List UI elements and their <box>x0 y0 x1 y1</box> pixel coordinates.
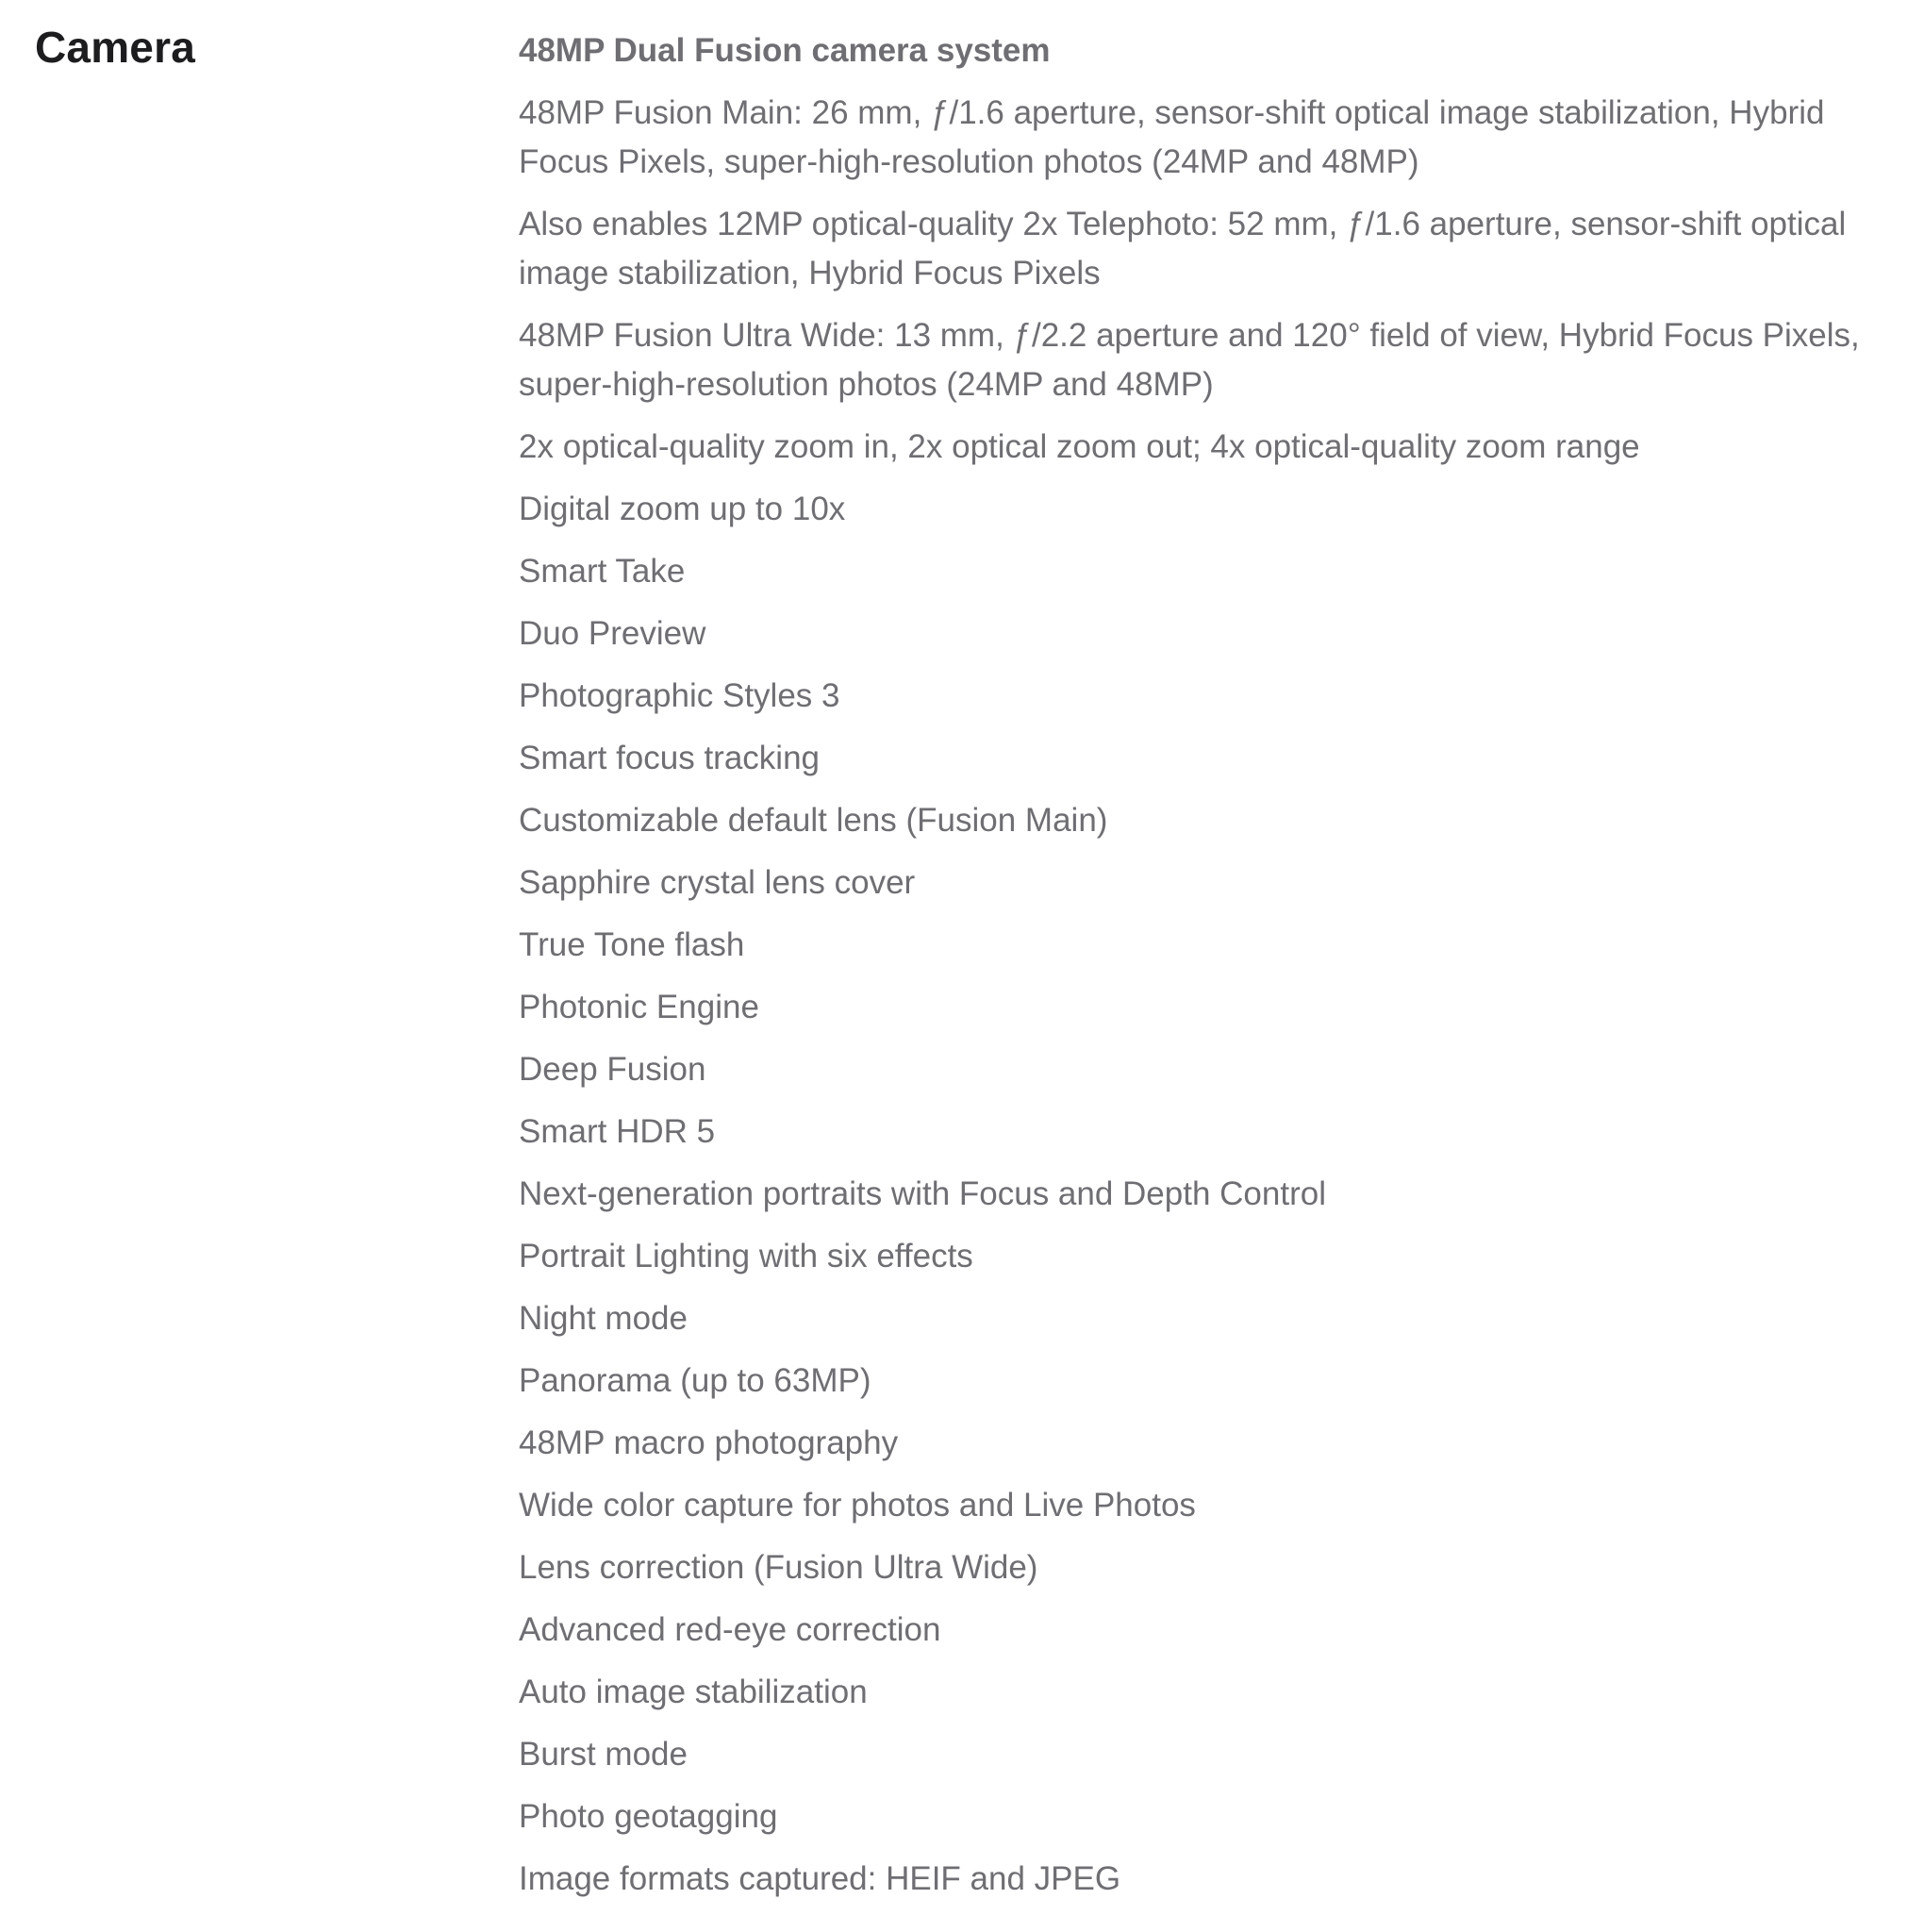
spec-item-photographic-styles: Photographic Styles 3 <box>519 677 840 714</box>
spec-item-image-formats: Image formats captured: HEIF and JPEG <box>519 1860 1121 1897</box>
spec-item-night-mode: Night mode <box>519 1300 688 1337</box>
spec-item-ultra-wide: 48MP Fusion Ultra Wide: 13 mm, ƒ/2.2 aperture and 120° field of view, Hybrid Focus Pixels, super-high-resolution photos (24MP and 48MP) <box>519 317 1860 403</box>
spec-item-fusion-main: 48MP Fusion Main: 26 mm, ƒ/1.6 aperture, sensor-shift optical image stabilization, Hybrid Focus Pixels, super-high-resolution photos (24MP and 48MP) <box>519 94 1825 180</box>
spec-item-zoom-range: 2x optical-quality zoom in, 2x optical zoom out; 4x optical-quality zoom range <box>519 428 1640 465</box>
spec-item-digital-zoom: Digital zoom up to 10x <box>519 491 846 527</box>
spec-item-lens-correction: Lens correction (Fusion Ultra Wide) <box>519 1549 1038 1586</box>
spec-item-flash: True Tone flash <box>519 926 745 963</box>
spec-item-burst-mode: Burst mode <box>519 1736 688 1773</box>
spec-item-smart-hdr: Smart HDR 5 <box>519 1113 716 1150</box>
spec-item-portrait-lighting: Portrait Lighting with six effects <box>519 1238 973 1274</box>
spec-item-default-lens: Customizable default lens (Fusion Main) <box>519 802 1108 839</box>
spec-item-deep-fusion: Deep Fusion <box>519 1051 706 1088</box>
spec-item-macro: 48MP macro photography <box>519 1424 899 1461</box>
spec-item-duo-preview: Duo Preview <box>519 615 706 652</box>
spec-item-lens-cover: Sapphire crystal lens cover <box>519 864 916 901</box>
spec-item-smart-take: Smart Take <box>519 553 686 590</box>
spec-item-telephoto: Also enables 12MP optical-quality 2x Telephoto: 52 mm, ƒ/1.6 aperture, sensor-shift optical image stabilization, Hybrid Focus Pixels <box>519 206 1847 291</box>
spec-title: 48MP Dual Fusion camera system <box>519 32 1051 69</box>
spec-item-photonic-engine: Photonic Engine <box>519 989 759 1025</box>
spec-item-red-eye: Advanced red-eye correction <box>519 1611 941 1648</box>
spec-item-smart-focus-tracking: Smart focus tracking <box>519 740 820 776</box>
spec-list <box>519 26 1896 1917</box>
spec-item-stabilization: Auto image stabilization <box>519 1674 868 1710</box>
section-heading: Camera <box>35 23 195 72</box>
spec-item-panorama: Panorama (up to 63MP) <box>519 1362 871 1399</box>
spec-item-portraits: Next-generation portraits with Focus and Depth Control <box>519 1175 1326 1212</box>
spec-item-wide-color: Wide color capture for photos and Live Photos <box>519 1487 1196 1524</box>
spec-item-geotagging: Photo geotagging <box>519 1798 778 1835</box>
